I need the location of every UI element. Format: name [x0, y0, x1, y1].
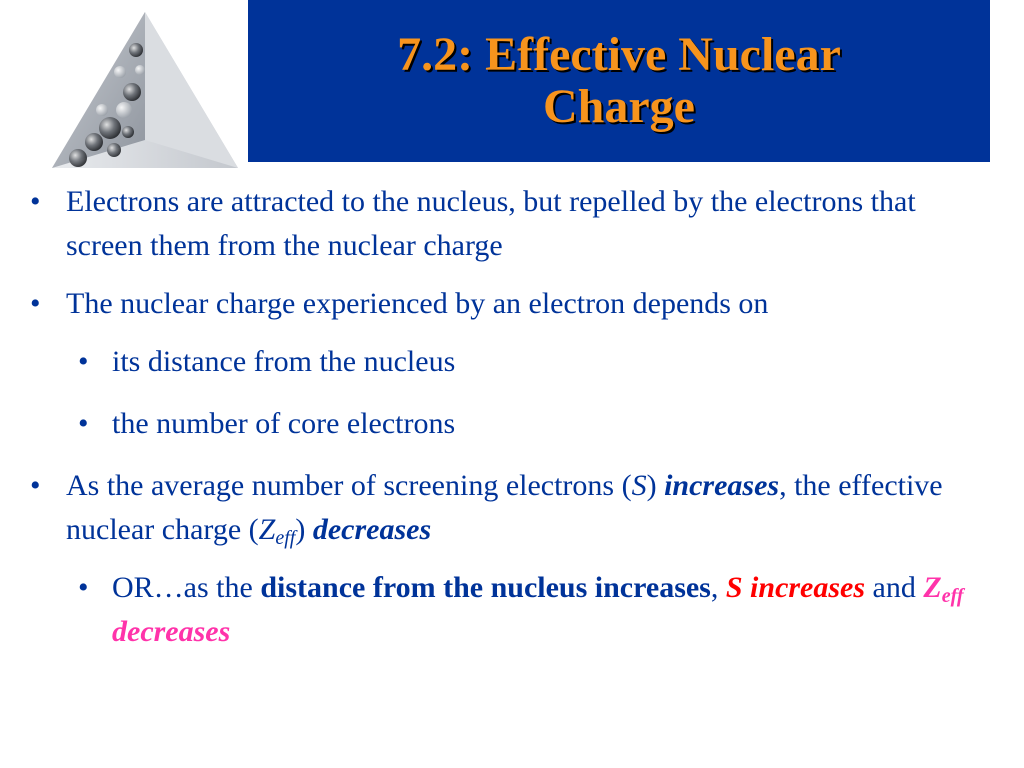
emphasis-decreases: decreases [312, 513, 432, 546]
subscript-eff: eff [275, 527, 296, 549]
text-fragment: ) [295, 513, 306, 546]
text-fragment: , the effective nuclear charge ( [66, 469, 943, 546]
sub-bullet-distance: • its distance from the nucleus [30, 340, 990, 384]
emphasis-increases: increases [664, 469, 780, 502]
emphasis-decreases-magenta: decreases [112, 615, 231, 648]
text-fragment: As the average number of screening electrons ( [66, 469, 632, 502]
symbol-z-magenta: Z [923, 571, 942, 604]
title-bar [248, 0, 990, 162]
text-fragment: ) [646, 469, 657, 502]
symbol-s: S [631, 469, 647, 502]
bullet-nuclear-charge-depends: • The nuclear charge experienced by an electron depends on [30, 282, 990, 326]
emphasis-increases-red: increases [750, 571, 866, 604]
bullet-attraction: • Electrons are attracted to the nucleus, but repelled by the electrons that screen them from the nuclear charge [30, 180, 990, 268]
sub-bullet-core-electrons: • the number of core electrons [30, 402, 990, 446]
slide-title-line-1: 7.2: Effective Nuclear [397, 28, 841, 81]
text-fragment: OR…as the [112, 571, 253, 604]
symbol-z: Z [258, 513, 276, 546]
emphasis-distance-increases: distance from the nucleus increases [260, 571, 711, 604]
slide-body [30, 180, 990, 672]
text-fragment: , [710, 571, 719, 604]
bullet-screening-electrons [30, 464, 990, 552]
subscript-eff-magenta: eff [941, 585, 964, 607]
pyramid-molecule-logo-icon [50, 10, 240, 170]
slide-title-line-2: Charge [543, 80, 695, 133]
symbol-s-red: S [725, 571, 743, 604]
text-fragment: and [872, 571, 916, 604]
sub-bullet-or-distance [30, 566, 990, 654]
